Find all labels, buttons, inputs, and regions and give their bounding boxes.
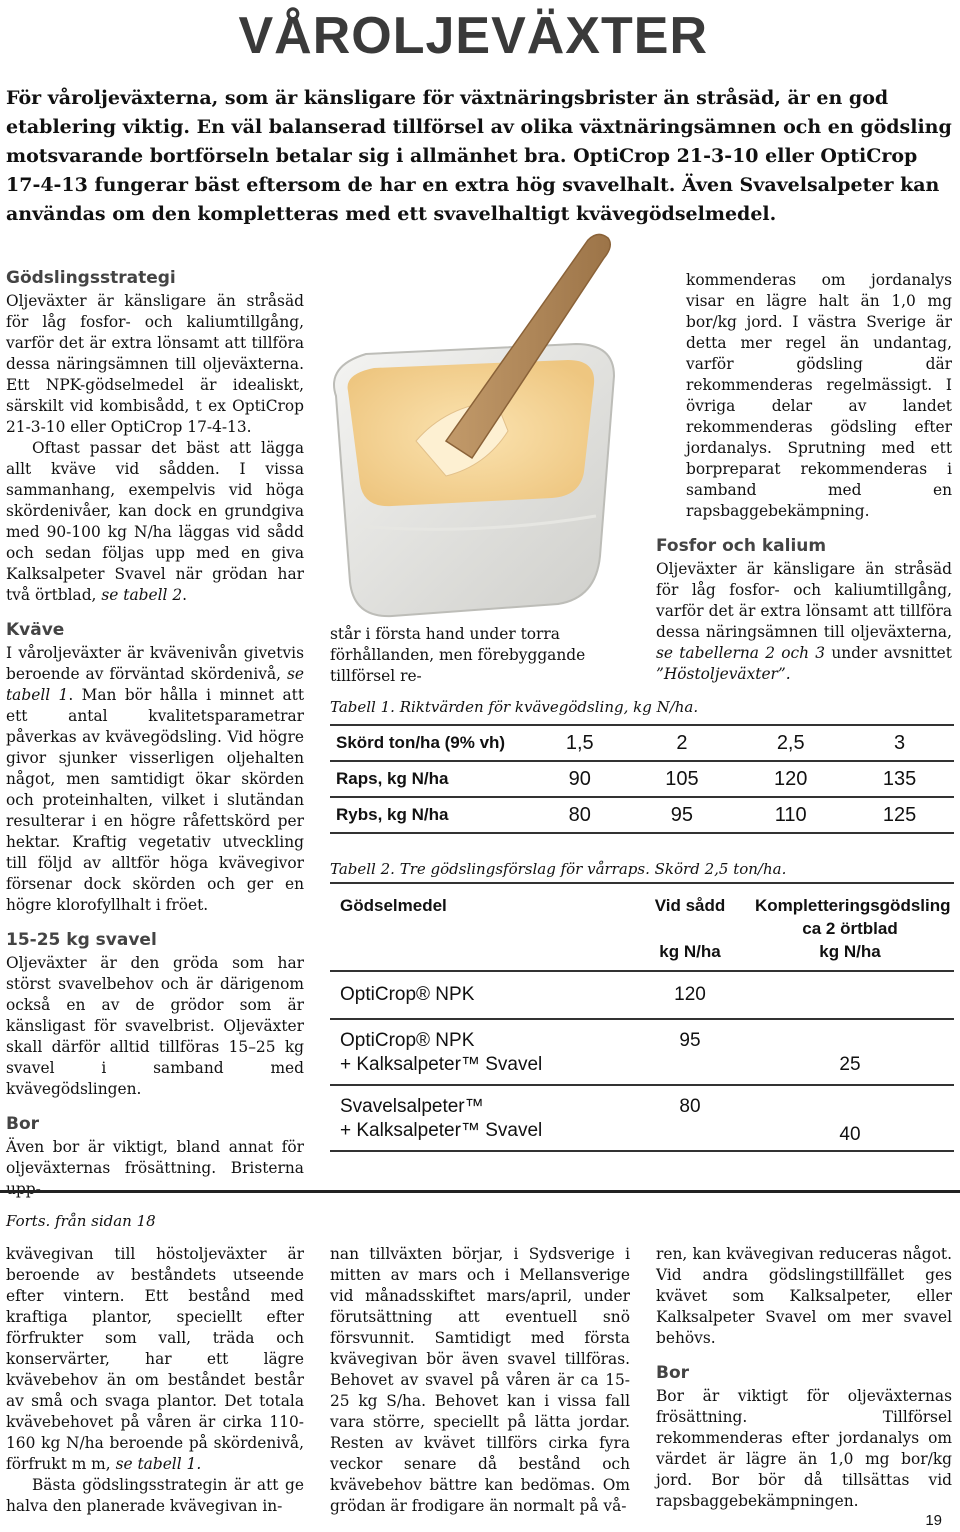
paragraph: Även bor är viktigt, bland annat för oljeväxternas frösättning. Bristerna upp- (6, 1138, 304, 1198)
paragraph: Oljeväxter är känsligare än stråsäd för låg fosfor- och kaliumtillgång, varför det är extra lönsamt att tillföra dessa näringsämnen till oljeväxterna, se tabellerna 2 och 3 under avsnittet ”Höstoljeväxter”. (656, 560, 952, 683)
continued-from-note: Forts. från sidan 18 (6, 1212, 156, 1230)
table-row: Svavelsalpeter™ + Kalksalpeter™ Svavel 80 40 (340, 1096, 861, 1145)
page-number: 19 (925, 1512, 942, 1529)
paragraph: Bor är viktigt för oljeväxternas frösättning. Tillförsel rekommenderas efter jordanalys om värdet är lägre än 1,0 mg bor/kg jord. Bor bör då tillsättas vid rapsbaggebekämpningen. (656, 1387, 952, 1510)
product-photo (296, 226, 626, 636)
paragraph: Oftast passar det bäst att lägga allt kväve vid sådden. I vissa sammanhang, exempelvis vid höga skördenivåer, kan dock en grundgiva med 90-100 kg N/ha läggas vid sådd och sedan följas upp med en giva Kalksalpeter Svavel när grödan har två örtblad, se tabell 2. (6, 439, 304, 604)
paragraph: Oljeväxter är den gröda som har störst svavelbehov och är därigenom också en av de grödor som är känsligast för svavelbrist. Oljeväxter skall därför alltid tillföras 15–25 kg svavel i samband med kvävegödslingen. (6, 954, 304, 1098)
table-row: OptiCrop® NPK 120 (340, 984, 706, 1005)
table-row: OptiCrop® NPK + Kalksalpeter™ Svavel 95 25 (340, 1030, 861, 1075)
bottom-column-middle (330, 1244, 630, 1517)
heading-bor-bottom: Bor (656, 1363, 690, 1383)
bottom-column-left (6, 1244, 304, 1517)
table2 (330, 882, 954, 1152)
table-row: Raps, kg N/ha 90 105 120 135 (330, 761, 954, 797)
paragraph: Bästa gödslingsstrategin är att ge halva den planerade kvävegivan in- (6, 1476, 304, 1515)
table-row: Skörd ton/ha (9% vh) 1,5 2 2,5 3 (330, 725, 954, 761)
paragraph: ren, kan kvävegivan reduceras något. Vid andra gödslingstillfället ges kvävet som Kalksalpeter, eller Kalksalpeter Svavel om mer svavel behövs. (656, 1245, 952, 1347)
paragraph: kommenderas om jordanalys visar en lägre halt än 1,0 mg bor/kg jord. I västra Sverige är detta mer regel än undantag, varför gödsling där rekommenderas regelmässigt. I övriga delar av landet rekommenderas gödsling efter jordanalys. Sprutning med ett borpreparat rekommenderas i samband med en rapsbaggebekämpning. (686, 271, 952, 520)
column-right (656, 270, 952, 685)
heading-bor: Bor (6, 1114, 40, 1134)
paragraph: I våroljeväxter är kvävenivån givetvis beroende av förväntad skördenivå, se tabell 1. Man bör hålla i minnet att ett antal kvalitetsparametrar påverkas av kvävegödsling. Vid högre givor sjunker visserligen oljehalten något, men samtidigt ökar skörden och proteinhalten, vilket i slutändan resulterar i en högre råfettskörd per hektar. Kraftig vegetativ utveckling till följd av alltför höga kvävegivor försenar dock skörden och ger en högre klorofyllhalt i fröet. (6, 644, 305, 914)
intro-paragraph: För våroljeväxterna, som är känsligare för växtnäringsbrister än stråsäd, är en god etablering viktig. En väl balanserad tillförsel av olika växtnäringsämnen och en gödsling motsvarande bortförseln betalar sig i allmänhet bra. OptiCrop 21-3-10 eller OptiCrop 17-4-13 fungerar bäst eftersom de har en extra hög svavelhalt. Även Svavelsalpeter kan användas om den kompletteras med ett svavelhaltigt kvävegödselmedel. (6, 87, 952, 225)
table2-caption: Tabell 2. Tre gödslingsförslag för vårraps. Skörd 2,5 ton/ha. (330, 860, 787, 878)
page-title: VÅROLJEVÄXTER (238, 7, 708, 65)
paragraph: kvävegivan till höstoljeväxter är beroende av beståndets utseende efter vintern. Ett bestånd med kraftiga plantor, speciellt efter förfrukter som vall, träda och konservärter, har ett lägre kvävebehov än om beståndet består av små och svaga plantor. Det totala kvävebehovet på våren är cirka 110-160 kg N/ha beroende på skördenivå, förfrukt m m, se tabell 1. (6, 1245, 304, 1473)
table-header: Gödselmedel Vid sådd kg N/ha Kompletteringsgödsling ca 2 örtblad kg N/ha (340, 896, 951, 961)
heading-svavel: 15-25 kg svavel (6, 930, 157, 950)
heading-kvave: Kväve (6, 620, 65, 640)
middle-text: står i första hand under torra förhållanden, men förebyggande tillförsel re- (330, 625, 586, 685)
section-divider (0, 1190, 960, 1193)
table1-caption: Tabell 1. Riktvärden för kvävegödsling, kg N/ha. (330, 698, 699, 716)
table-row: Rybs, kg N/ha 80 95 110 125 (330, 797, 954, 833)
table1 (330, 724, 954, 834)
heading-fosfor-kalium: Fosfor och kalium (656, 536, 827, 556)
heading-godslingsstrategi: Gödslingsstrategi (6, 268, 176, 288)
bottom-column-right (656, 1244, 952, 1512)
paragraph: nan tillväxten börjar, i Sydsverige i mitten av mars och i Mellansverige vid månadsskiftet mars/april, under förutsättning att eventuell snö försvunnit. Samtidigt med första kvävegivan bör även svavel tillföras. Behovet av svavel på våren är ca 15-25 kg S/ha. Behovet kan i vissa fall vara större, speciellt på lätta jordar. Resten av kvävet tillförs cirka fyra veckor senare då bestånd och kvävebehov bättre kan bedömas. Om grödan är frodigare än normalt på vå- (330, 1245, 630, 1515)
paragraph: Oljeväxter är känsligare än stråsäd för låg fosfor- och kaliumtillgång, varför det är extra lönsamt att tillföra dessa näringsämnen till oljeväxterna. Ett NPK-gödselmedel är idealiskt, särskilt vid kombisådd, t ex OptiCrop 21-3-10 eller OptiCrop 17-4-13. (6, 292, 304, 436)
column-left (6, 262, 304, 1200)
